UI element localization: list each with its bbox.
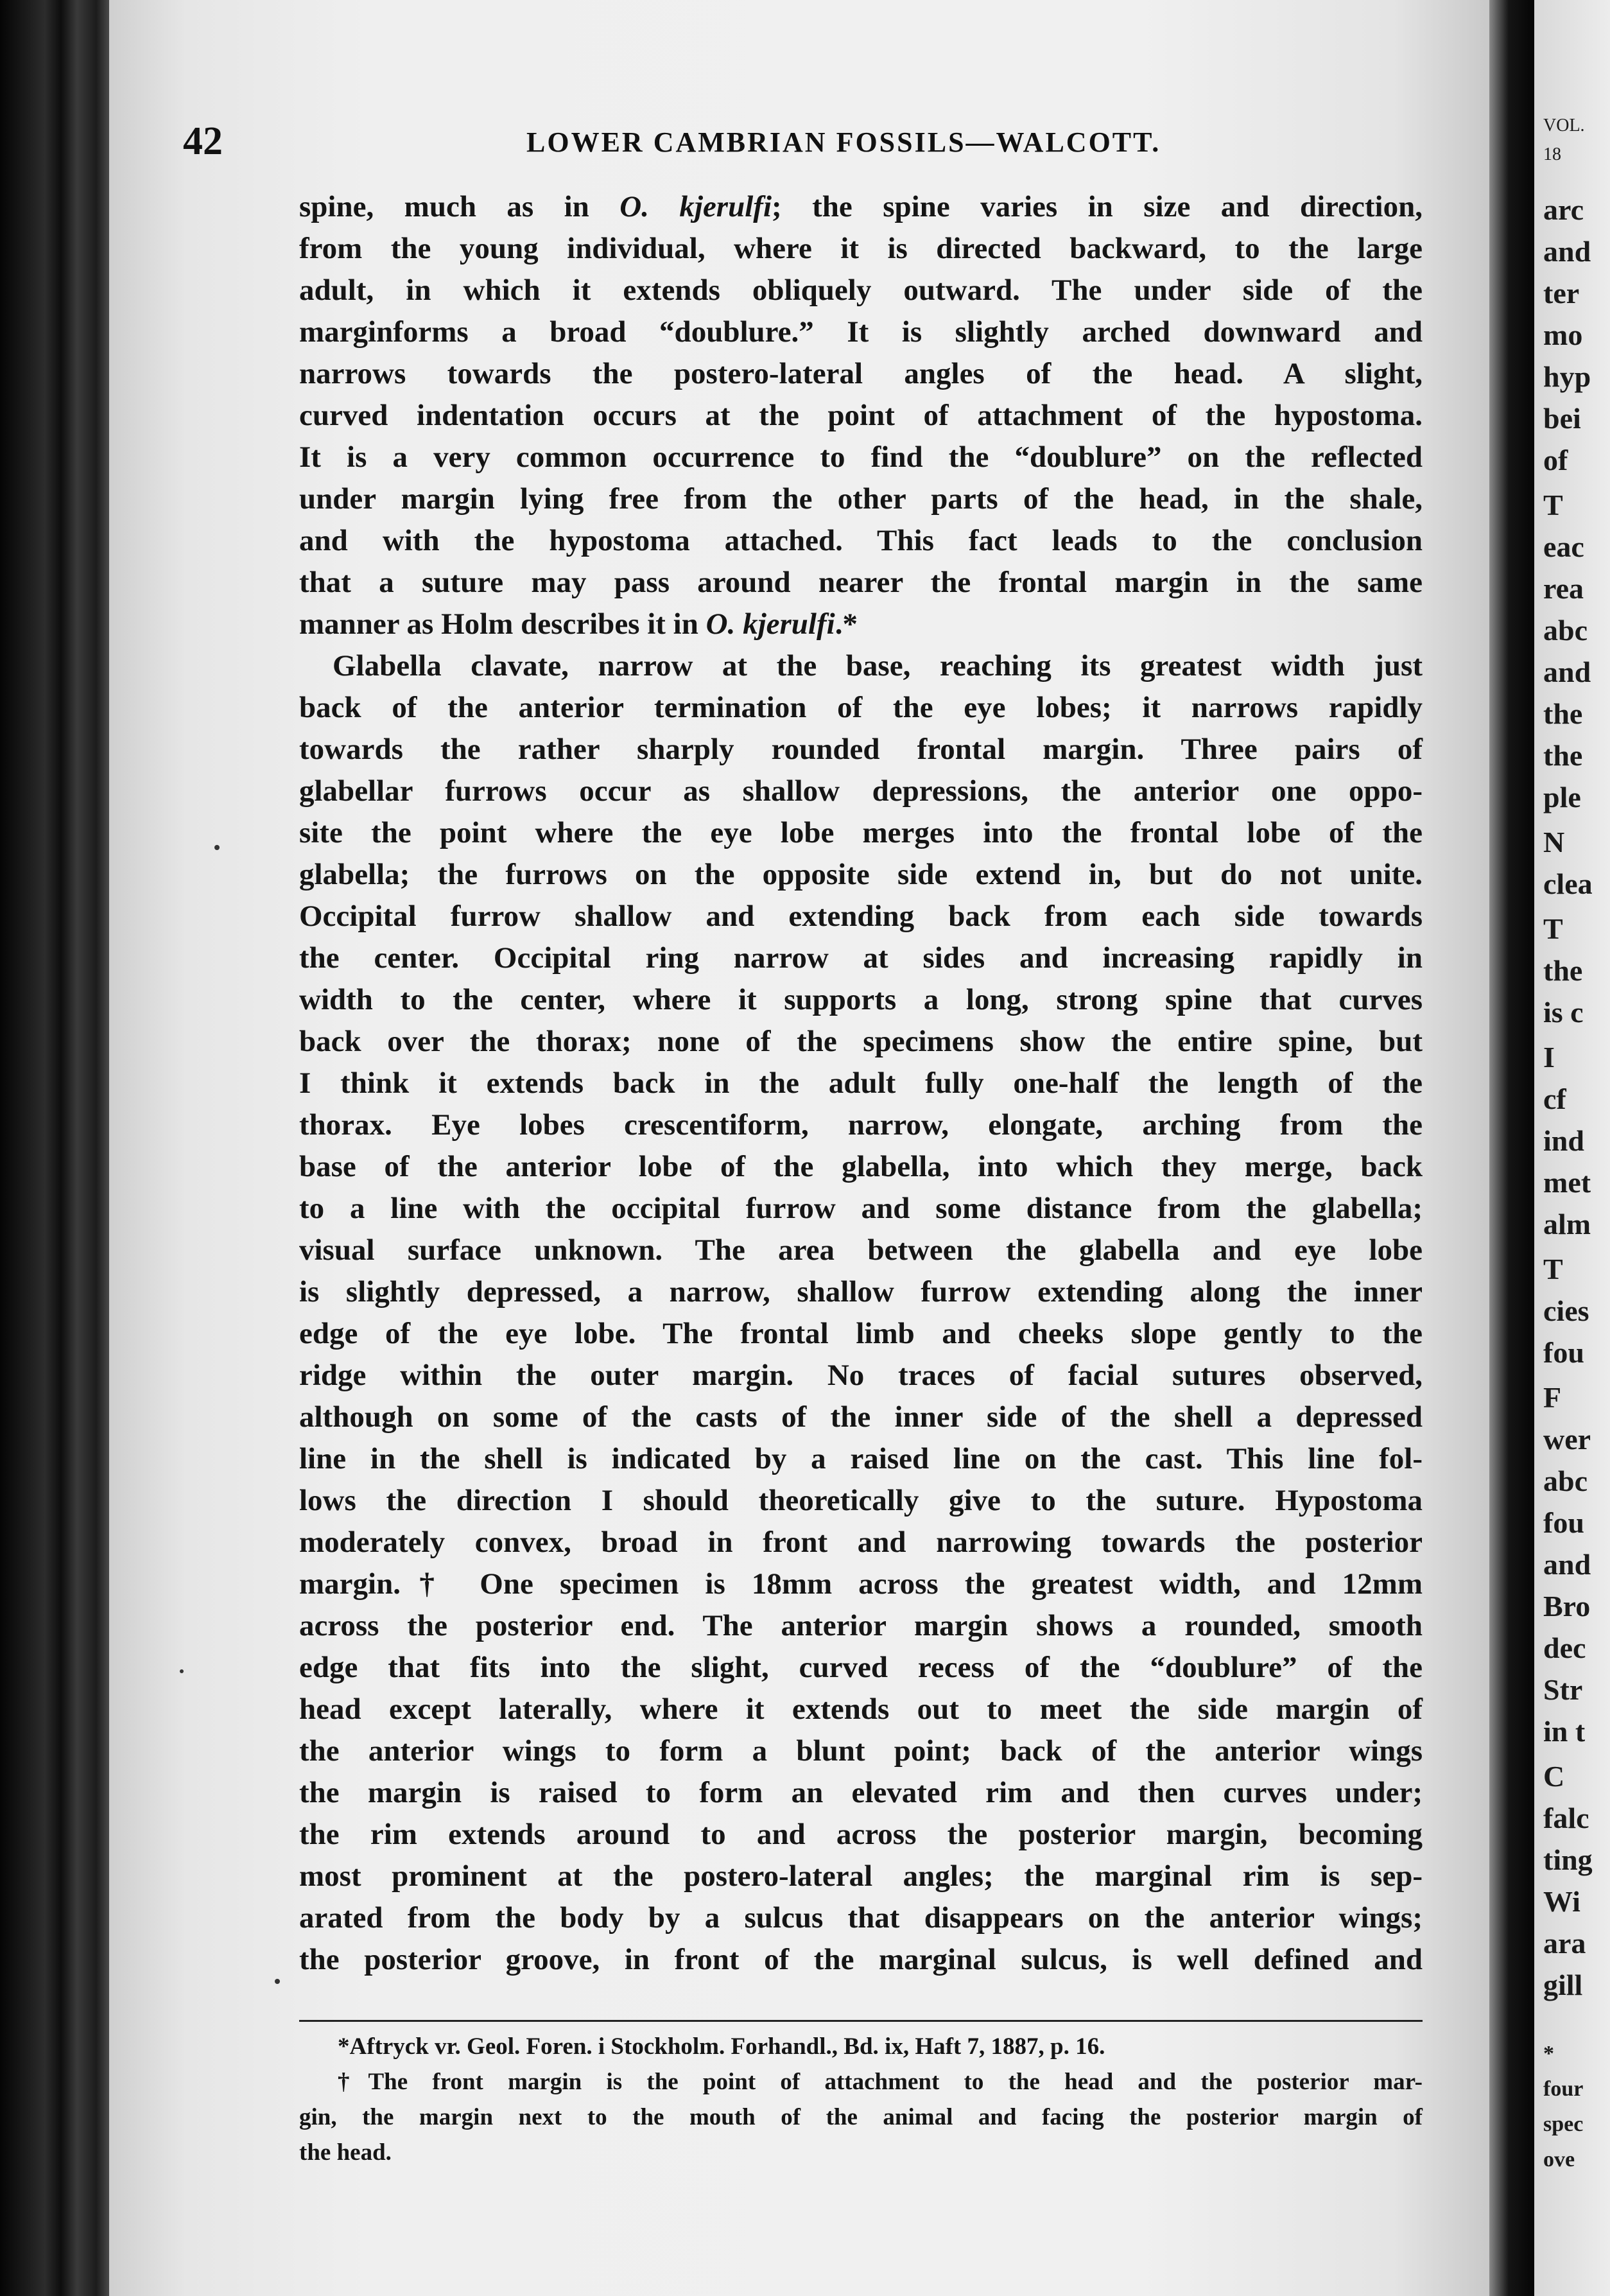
text-line: most prominent at the postero-lateral angles; the marginal rim is sep-	[299, 1859, 1423, 1893]
text-line: line in the shell is indicated by a raised line on the cast. This line fol-	[299, 1442, 1423, 1475]
footnote-line: the head.	[299, 2139, 392, 2166]
text-line: the anterior wings to form a blunt point; back of the anterior wings	[299, 1734, 1423, 1768]
text-line: towards the rather sharply rounded frontal margin. Three pairs of	[299, 733, 1423, 766]
next-page-text-fragment: and	[1543, 1548, 1591, 1581]
next-page-text-fragment: Str	[1543, 1673, 1583, 1706]
text-line: back over the thorax; none of the specimens show the entire spine, but	[299, 1025, 1423, 1058]
next-page-text-fragment: 18	[1543, 144, 1561, 164]
next-page-text-fragment: I	[1543, 1041, 1555, 1074]
next-page-text-fragment: alm	[1543, 1208, 1591, 1240]
text-line: curved indentation occurs at the point of attachment of the hypostoma.	[299, 399, 1423, 432]
next-page-text-fragment: falc	[1543, 1802, 1589, 1834]
text-line: the center. Occipital ring narrow at sides and increasing rapidly in	[299, 941, 1423, 975]
text-line: the rim extends around to and across the posterior margin, becoming	[299, 1818, 1423, 1851]
text-line: marginforms a broad “doublure.” It is slightly arched downward and	[299, 315, 1423, 349]
text-line: edge of the eye lobe. The frontal limb and cheeks slope gently to the	[299, 1317, 1423, 1350]
text-line: back of the anterior termination of the eye lobes; it narrows rapidly	[299, 691, 1423, 724]
text-line: although on some of the casts of the inner side of the shell a depressed	[299, 1400, 1423, 1434]
next-page-text-fragment: gill	[1543, 1969, 1583, 2001]
next-page-text-fragment: hyp	[1543, 360, 1591, 393]
running-head: LOWER CAMBRIAN FOSSILS—WALCOTT.	[526, 126, 1161, 158]
next-page-text-fragment: ter	[1543, 277, 1580, 309]
text-line: spine, much as in O. kjerulfi; the spine varies in size and direction,	[299, 190, 1423, 223]
text-line: site the point where the eye lobe merges into the frontal lobe of the	[299, 816, 1423, 849]
next-page-text-fragment: abc	[1543, 614, 1588, 647]
text-line: narrows towards the postero-lateral angles of the head. A slight,	[299, 357, 1423, 390]
next-page-text-fragment: the	[1543, 697, 1583, 730]
next-page-text-fragment: of	[1543, 444, 1568, 476]
next-page-text-fragment: rea	[1543, 572, 1584, 605]
text-line: glabellar furrows occur as shallow depressions, the anterior one oppo-	[299, 774, 1423, 808]
next-page-text-fragment: spec	[1543, 2112, 1584, 2136]
next-page-text-fragment: clea	[1543, 867, 1593, 900]
next-page-text-fragment: and	[1543, 235, 1591, 268]
ink-speck	[180, 1669, 184, 1673]
text-line: under margin lying free from the other parts of the head, in the shale,	[299, 482, 1423, 516]
next-page-text-fragment: met	[1543, 1166, 1591, 1199]
text-line: thorax. Eye lobes crescentiform, narrow, elongate, arching from the	[299, 1108, 1423, 1142]
next-page-text-fragment: the	[1543, 739, 1583, 772]
next-page-text-fragment: T	[1543, 1253, 1563, 1285]
text-line: moderately convex, broad in front and narrowing towards the posterior	[299, 1526, 1423, 1559]
text-line: ridge within the outer margin. No traces of facial sutures observed,	[299, 1359, 1423, 1392]
next-page-text-fragment: T	[1543, 912, 1563, 945]
text-line: head except laterally, where it extends out to meet the side margin of	[299, 1692, 1423, 1726]
text-line: Glabella clavate, narrow at the base, reaching its greatest width just	[333, 649, 1423, 683]
footnote-line: †The front margin is the point of attachment to the head and the posterior mar-	[338, 2069, 1423, 2095]
text-line: edge that fits into the slight, curved recess of the “doublure” of the	[299, 1651, 1423, 1684]
text-line: lows the direction I should theoretically give to the suture. Hypostoma	[299, 1484, 1423, 1517]
next-page-text-fragment: cf	[1543, 1083, 1566, 1115]
next-page-text-fragment: ara	[1543, 1927, 1586, 1960]
next-page-text-fragment: VOL.	[1543, 116, 1585, 135]
text-line: the posterior groove, in front of the marginal sulcus, is well defined and	[299, 1943, 1423, 1976]
next-page-text-fragment: four	[1543, 2077, 1584, 2101]
next-page-text-fragment: ting	[1543, 1843, 1593, 1876]
text-line: visual surface unknown. The area between the glabella and eye lobe	[299, 1233, 1423, 1267]
next-page-text-fragment: Wi	[1543, 1885, 1580, 1918]
next-page-text-fragment: cies	[1543, 1294, 1589, 1327]
next-page-text-fragment: C	[1543, 1760, 1565, 1793]
next-page-text-fragment: mo	[1543, 318, 1583, 351]
text-line: across the posterior end. The anterior margin shows a rounded, smooth	[299, 1609, 1423, 1642]
next-page-text-fragment: is c	[1543, 996, 1584, 1029]
text-line: Occipital furrow shallow and extending back from each side towards	[299, 900, 1423, 933]
footnote-line: gin, the margin next to the mouth of the animal and facing the posterior margin of	[299, 2104, 1423, 2130]
next-page-text-fragment: eac	[1543, 530, 1584, 563]
next-page-text-fragment: dec	[1543, 1631, 1586, 1664]
text-line: glabella; the furrows on the opposite side extend in, but do not unite.	[299, 858, 1423, 891]
text-line: that a suture may pass around nearer the frontal margin in the same	[299, 566, 1423, 599]
book-spine	[0, 0, 109, 2296]
next-page-text-fragment: arc	[1543, 193, 1584, 226]
next-page-text-fragment: bei	[1543, 402, 1581, 435]
footnote-rule	[299, 2020, 1423, 2022]
next-page-text-fragment: in t	[1543, 1715, 1586, 1748]
next-page-text-fragment: Bro	[1543, 1590, 1591, 1622]
next-page-text-fragment: fou	[1543, 1336, 1584, 1369]
next-page-text-fragment: ple	[1543, 781, 1581, 813]
text-line: is slightly depressed, a narrow, shallow furrow extending along the inner	[299, 1275, 1423, 1309]
text-line: base of the anterior lobe of the glabella, into which they merge, back	[299, 1150, 1423, 1183]
text-line: width to the center, where it supports a long, strong spine that curves	[299, 983, 1423, 1016]
next-page-text-fragment: the	[1543, 954, 1583, 987]
text-line: from the young individual, where it is directed backward, to the large	[299, 232, 1423, 265]
ink-speck	[275, 1979, 280, 1984]
next-page-text-fragment: T	[1543, 489, 1563, 521]
next-page-text-fragment: ove	[1543, 2148, 1575, 2171]
next-page-edge	[1534, 0, 1610, 2296]
text-line: the margin is raised to form an elevated rim and then curves under;	[299, 1776, 1423, 1809]
page-number: 42	[183, 119, 223, 163]
next-page-text-fragment: fou	[1543, 1506, 1584, 1539]
page-gutter	[1489, 0, 1534, 2296]
next-page-text-fragment: and	[1543, 656, 1591, 688]
text-line: to a line with the occipital furrow and some distance from the glabella;	[299, 1192, 1423, 1225]
footnotes	[299, 2029, 1423, 2170]
text-line: adult, in which it extends obliquely outward. The under side of the	[299, 274, 1423, 307]
text-line: and with the hypostoma attached. This fact leads to the conclusion	[299, 524, 1423, 557]
next-page-text-fragment: wer	[1543, 1423, 1591, 1456]
next-page-text-fragment: abc	[1543, 1465, 1588, 1497]
body-text	[299, 186, 1423, 1981]
next-page-text-fragment: N	[1543, 826, 1565, 858]
text-line: arated from the body by a sulcus that disappears on the anterior wings;	[299, 1901, 1423, 1935]
next-page-text-fragment: F	[1543, 1381, 1562, 1414]
text-line: margin.† One specimen is 18mm across the greatest width, and 12mm	[299, 1567, 1423, 1601]
text-line: I think it extends back in the adult fully one-half the length of the	[299, 1066, 1423, 1100]
footnote-line: *Aftryck vr. Geol. Foren. i Stockholm. Forhandl., Bd. ix, Haft 7, 1887, p. 16.	[338, 2033, 1105, 2060]
next-page-text-fragment: *	[1543, 2042, 1554, 2066]
text-line: manner as Holm describes it in O. kjerulfi.*	[299, 607, 858, 641]
text-line: It is a very common occurrence to find the “doublure” on the reflected	[299, 440, 1423, 474]
next-page-text-fragment: ind	[1543, 1124, 1584, 1157]
ink-speck	[214, 845, 220, 850]
